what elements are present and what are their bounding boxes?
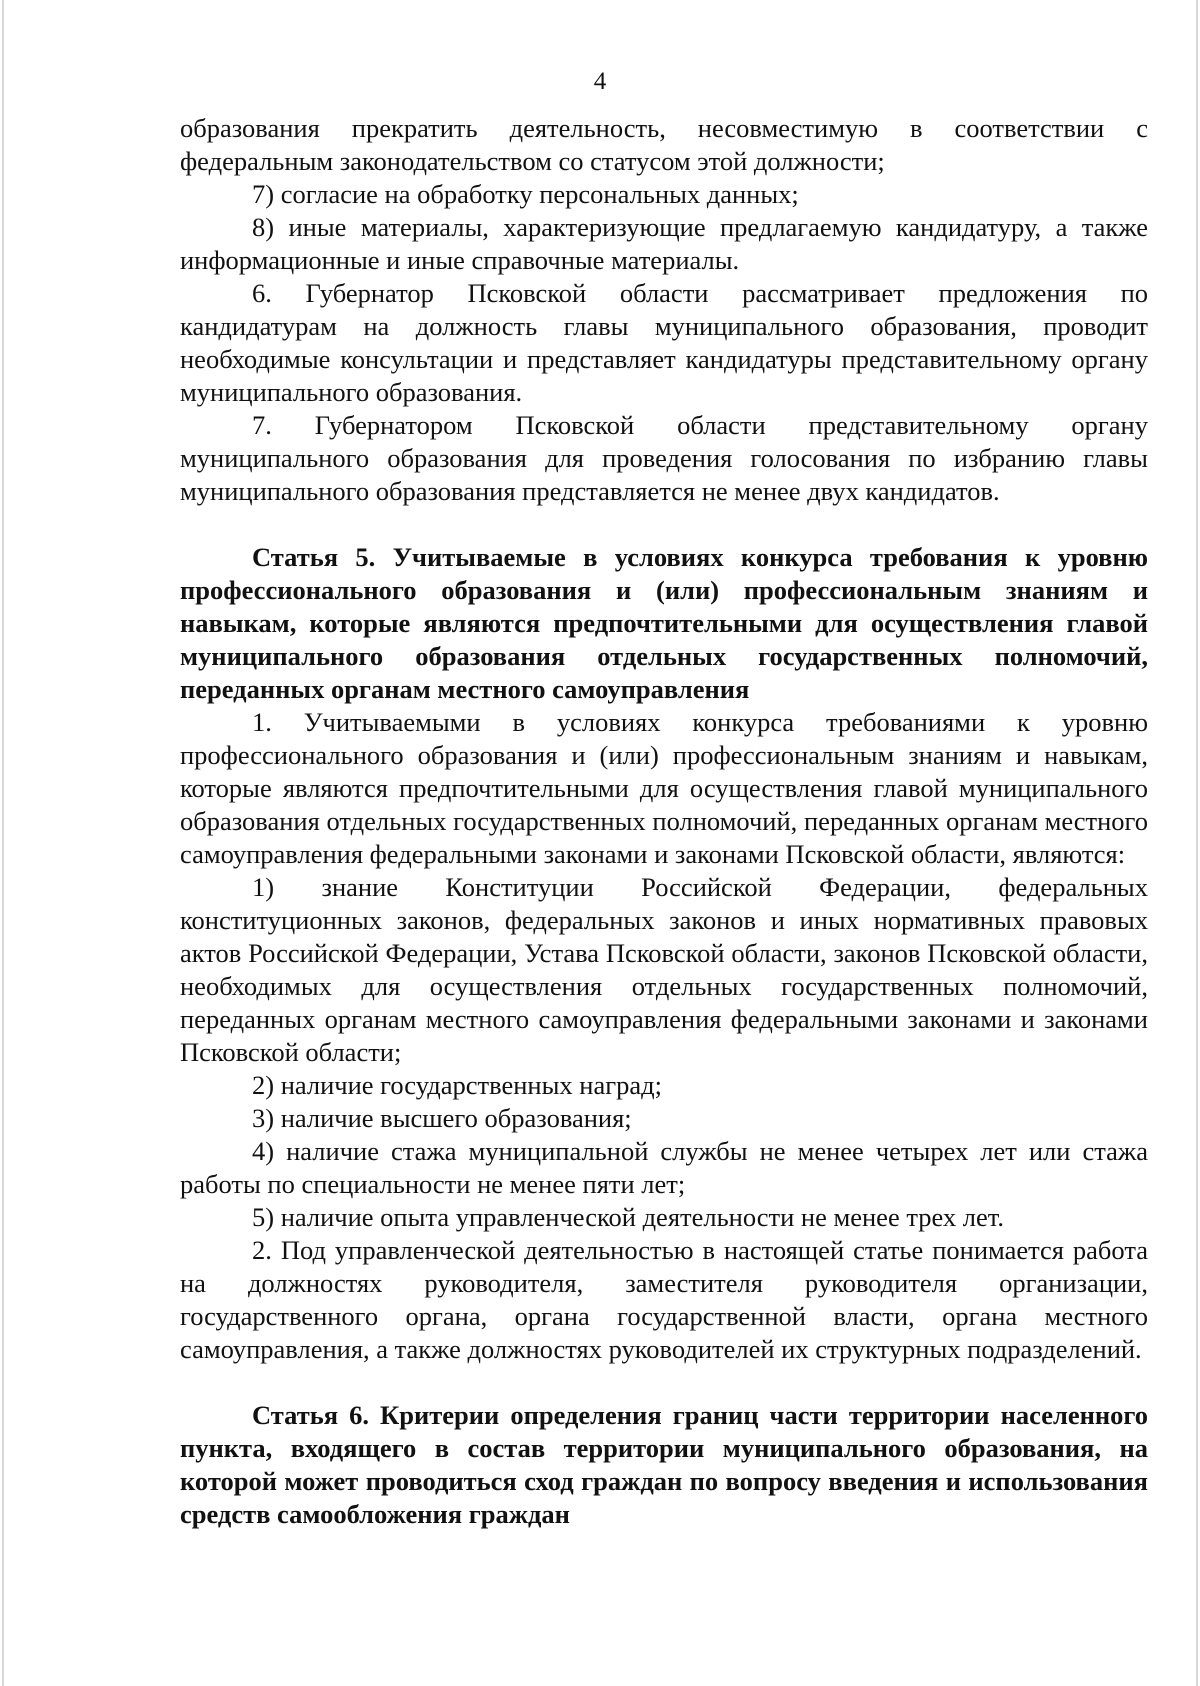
paragraph-spacer xyxy=(180,1366,1148,1399)
scan-edge-right xyxy=(1196,0,1198,1686)
paragraph: 7. Губернатором Псковской области представительному органу муниципального образования для проведения голосования по избранию главы муниципального образования представляется не менее двух кандидатов. xyxy=(180,410,1148,506)
article-heading: Статья 5. Учитываемые в условиях конкурса требования к уровню профессионального образования и (или) профессиональным знаниям и навыкам, которые являются предпочтительными для осуществления главой муниципального образования отдельных государственных полномочий, переданных органам местного самоуправления xyxy=(180,542,1148,704)
paragraph: 3) наличие высшего образования; xyxy=(252,1103,632,1133)
article-heading: Статья 6. Критерии определения границ части территории населенного пункта, входящего в состав территории муниципального образования, на которой может проводиться сход граждан по вопросу введения и использования средств самообложения граждан xyxy=(180,1400,1148,1529)
paragraph: 4) наличие стажа муниципальной службы не менее четырех лет или стажа работы по специальности не менее пяти лет; xyxy=(180,1136,1148,1199)
paragraph-spacer xyxy=(180,508,1148,541)
paragraph: образования прекратить деятельность, несовместимую в соответствии с федеральным законодательством со статусом этой должности; xyxy=(180,113,1148,176)
paragraph: 1. Учитываемыми в условиях конкурса требованиями к уровню профессионального образования и (или) профессиональным знаниям и навыкам, которые являются предпочтительными для осуществления главой муниципального образования отдельных государственных полномочий, переданных органам местного самоуправления федеральными законами и законами Псковской области, являются: xyxy=(180,707,1148,869)
paragraph: 2) наличие государственных наград; xyxy=(252,1070,662,1100)
paragraph: 5) наличие опыта управленческой деятельности не менее трех лет. xyxy=(252,1202,1004,1232)
paragraph: 8) иные материалы, характеризующие предлагаемую кандидатуру, а также информационные и иные справочные материалы. xyxy=(180,212,1148,275)
page-number: 4 xyxy=(593,68,607,95)
paragraph: 1) знание Конституции Российской Федерации, федеральных конституционных законов, федеральных законов и иных нормативных правовых актов Российской Федерации, Устава Псковской области, законов Псковской области, необходимых для осуществления отдельных государственных полномочий, переданных органам местного самоуправления федеральными законами и законами Псковской области; xyxy=(180,872,1148,1067)
scan-edge-left xyxy=(2,0,4,1686)
document-body xyxy=(180,112,1148,1531)
paragraph: 7) согласие на обработку персональных данных; xyxy=(252,179,799,209)
paragraph: 6. Губернатор Псковской области рассматривает предложения по кандидатурам на должность главы муниципального образования, проводит необходимые консультации и представляет кандидатуры представительному органу муниципального образования. xyxy=(180,278,1148,407)
paragraph: 2. Под управленческой деятельностью в настоящей статье понимается работа на должностях руководителя, заместителя руководителя организации, государственного органа, органа государственной власти, органа местного самоуправления, а также должностях руководителей их структурных подразделений. xyxy=(180,1235,1148,1364)
